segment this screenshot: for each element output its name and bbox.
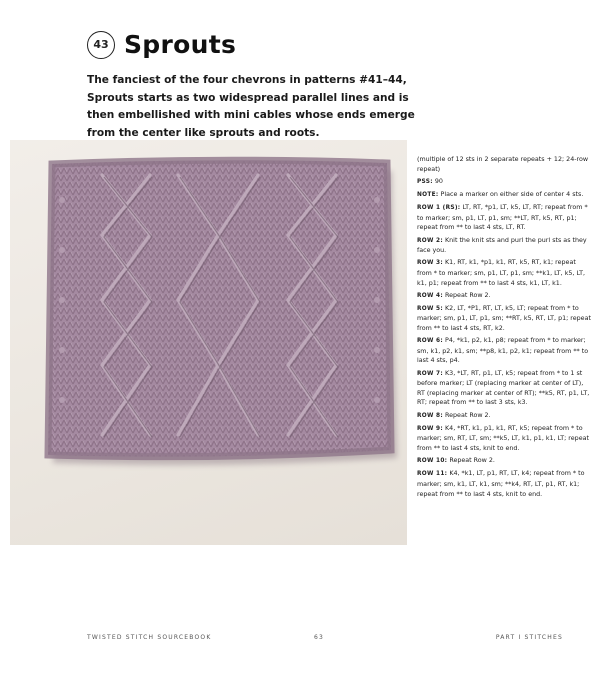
row-label: ROW 9: [417, 425, 443, 432]
pss-value: 90 [434, 177, 443, 185]
knitted-swatch-image [10, 140, 407, 545]
page-number: 63 [314, 634, 325, 641]
row-instruction [417, 304, 591, 334]
row-instruction [417, 336, 591, 366]
row-label: ROW 2: [417, 237, 443, 244]
row-instruction [417, 291, 591, 302]
row-instruction [417, 369, 591, 408]
row-text: P4, *k1, p2, k1, p8; repeat from * to marker; sm, k1, p2, k1, sm; **p8, k1, p2, k1; repeat from ** to last 4 sts, p4. [417, 337, 589, 365]
swatch-photo [10, 140, 407, 545]
row-label: ROW 1 (RS): [417, 205, 461, 212]
pss-line [417, 177, 591, 188]
row-text: K4, *RT, k1, p1, k1, RT, k5; repeat from * to marker; sm, RT, LT, sm; **k5, LT, k1, p1, k1, LT; repeat from ** to last 4 sts, knit to end. [417, 424, 589, 452]
row-label: ROW 11: [417, 471, 448, 478]
row-label: ROW 3: [417, 260, 443, 267]
row-text: K3, *LT, RT, p1, LT, k5; repeat from * to 1 st before marker; LT (replacing marker at center of LT), RT (replacing marker at center of RT); **k5, RT, p1, LT, RT; repeat from ** to last 3 sts, k3. [417, 369, 590, 407]
row-text: K4, *k1, LT, p1, RT, LT, k4; repeat from * to marker; sm, k1, LT, k1, sm; **k4, RT, LT, p1, RT, k1; repeat from ** to last 4 sts, knit to end. [417, 470, 585, 498]
row-instruction [417, 469, 591, 499]
page-footer [0, 634, 609, 646]
stitch-multiple: (multiple of 12 sts in 2 separate repeats + 12; 24-row repeat) [417, 156, 589, 173]
row-label: ROW 5: [417, 305, 443, 312]
row-instruction [417, 456, 591, 467]
pss-label: PSS: [417, 178, 433, 185]
row-text: Repeat Row 2. [449, 457, 495, 465]
row-label: ROW 6: [417, 338, 443, 345]
intro-paragraph: The fanciest of the four chevrons in patterns #41–44, Sprouts starts as two widespread parallel lines and is then embellished with mini cables whose ends emerge from the center like sprouts and roots. [87, 74, 415, 139]
row-instruction [417, 203, 591, 233]
note-label: NOTE: [417, 191, 439, 198]
row-instruction [417, 411, 591, 422]
page-title: Sprouts [124, 30, 237, 59]
pattern-number-badge: 43 [87, 31, 115, 59]
row-text: Repeat Row 2. [445, 291, 491, 299]
row-label: ROW 10: [417, 458, 448, 465]
row-label: ROW 4: [417, 292, 443, 299]
footer-book-title: TWISTED STITCH SOURCEBOOK [87, 634, 212, 641]
row-instruction [417, 424, 591, 454]
note-text: Place a marker on either side of center 4 sts. [440, 190, 584, 198]
row-label: ROW 8: [417, 412, 443, 419]
row-text: LT, RT, *p1, LT, k5, LT, RT; repeat from * to marker; sm, p1, LT, p1, sm; **LT, RT, k5, RT, p1; repeat from ** to last 4 sts, LT, RT. [417, 204, 588, 232]
pattern-header [87, 30, 236, 59]
row-text: Repeat Row 2. [445, 411, 491, 419]
row-label: ROW 7: [417, 370, 443, 377]
row-instruction [417, 236, 591, 256]
swatch-body [48, 160, 391, 456]
row-instruction [417, 258, 591, 288]
footer-section: PART I STITCHES [495, 634, 563, 641]
row-text: K2, LT, *P1, RT, LT, k5, LT; repeat from * to marker; sm, p1, LT, p1, sm; **RT, k5, RT, LT, p1; repeat from ** to last 4 sts, RT, k2. [417, 304, 591, 333]
row-text: Knit the knit sts and purl the purl sts as they face you. [417, 236, 587, 255]
row-text: K1, RT, k1, *p1, k1, RT, k5, RT, k1; repeat from * to marker; sm, p1, LT, p1, sm; **k1, LT, k5, LT, k1, p1; repeat from ** to last 4 sts, k1, LT, k1. [417, 259, 586, 287]
note-line [417, 190, 591, 201]
pattern-instructions [417, 155, 591, 502]
